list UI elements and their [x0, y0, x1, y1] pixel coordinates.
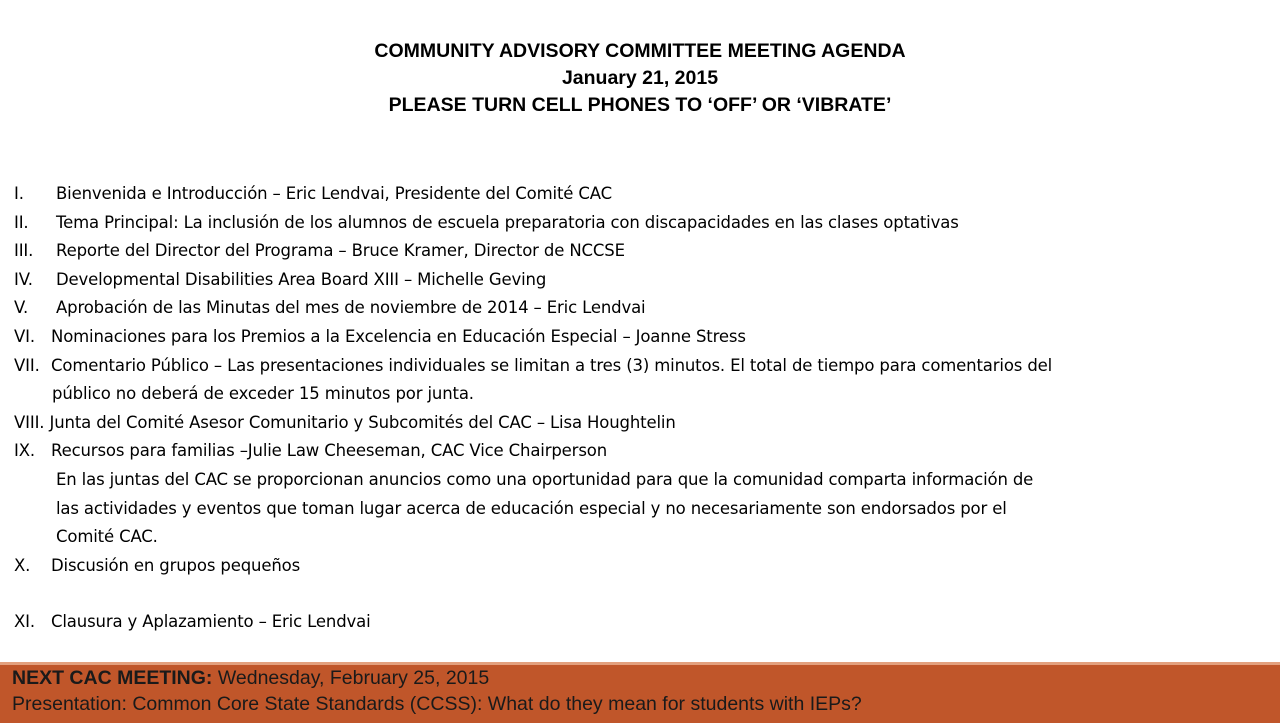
- cell-phone-notice: PLEASE TURN CELL PHONES TO ‘OFF’ OR ‘VIBRATE’: [388, 94, 892, 116]
- agenda-item: [14, 552, 1264, 581]
- item-text: Tema Principal: La inclusión de los alumnos de escuela preparatoria con discapacidades en las clases optativas: [56, 212, 959, 232]
- agenda-item: [14, 608, 1264, 637]
- item-number: VI.: [14, 326, 35, 346]
- item-text: Nominaciones para los Premios a la Excelencia en Educación Especial – Joanne Stress: [51, 326, 746, 346]
- item-text: Recursos para familias –Julie Law Cheeseman, CAC Vice Chairperson: [51, 441, 608, 461]
- agenda-header: [0, 38, 1280, 119]
- agenda-item: [14, 209, 1264, 238]
- next-meeting-date: Wednesday, February 25, 2015: [212, 667, 490, 689]
- item-text: Discusión en grupos pequeños: [51, 555, 301, 575]
- announcement-line: Comité CAC.: [56, 527, 158, 547]
- item-number: II.: [14, 212, 29, 232]
- agenda-item: [14, 323, 1264, 352]
- agenda-item: [14, 294, 1264, 323]
- agenda-item: [14, 180, 1264, 209]
- item-number: V.: [14, 298, 29, 318]
- next-meeting-label: NEXT CAC MEETING:: [12, 667, 213, 689]
- item-text: Clausura y Aplazamiento – Eric Lendvai: [51, 612, 371, 632]
- item-text: Junta del Comité Asesor Comunitario y Subcomités del CAC – Lisa Houghtelin: [49, 412, 676, 432]
- agenda-title: COMMUNITY ADVISORY COMMITTEE MEETING AGENDA: [374, 40, 906, 62]
- agenda-item: [14, 409, 1264, 438]
- spacer: [14, 580, 1264, 608]
- next-meeting-line: [0, 665, 1280, 691]
- agenda-item: [14, 437, 1264, 466]
- next-meeting-banner: [0, 662, 1280, 723]
- agenda-list: [14, 180, 1264, 637]
- presentation-line: Presentation: Common Core State Standards (CCSS): What do they mean for students with IEPs?: [12, 693, 862, 715]
- item-text: Comentario Público – Las presentaciones individuales se limitan a tres (3) minutos. El total de tiempo para comentarios del: [51, 355, 1053, 375]
- item-text: Reporte del Director del Programa – Bruce Kramer, Director de NCCSE: [56, 241, 625, 261]
- item-number: X.: [14, 555, 31, 575]
- announcement-line: las actividades y eventos que toman lugar acerca de educación especial y no necesariamente son endorsados por el: [56, 498, 1007, 518]
- item-number: III.: [14, 241, 34, 261]
- agenda-item: [14, 237, 1264, 266]
- item-number: VIII.: [14, 412, 45, 432]
- item-text: Bienvenida e Introducción – Eric Lendvai, Presidente del Comité CAC: [56, 184, 612, 203]
- announcement-line: En las juntas del CAC se proporcionan anuncios como una oportunidad para que la comunidad comparta información de: [56, 469, 1034, 489]
- item-number: IX.: [14, 441, 35, 461]
- item-number: IV.: [14, 269, 33, 289]
- item-text: Developmental Disabilities Area Board XIII – Michelle Geving: [56, 269, 547, 289]
- meeting-date: January 21, 2015: [561, 67, 719, 89]
- item-number: XI.: [14, 612, 35, 632]
- item-text: Aprobación de las Minutas del mes de noviembre de 2014 – Eric Lendvai: [56, 298, 646, 318]
- item-continuation: público no deberá de exceder 15 minutos por junta.: [52, 384, 474, 404]
- item-number: I.: [14, 184, 24, 203]
- agenda-item: [14, 266, 1264, 295]
- agenda-item: [14, 352, 1264, 381]
- item-number: VII.: [14, 355, 40, 375]
